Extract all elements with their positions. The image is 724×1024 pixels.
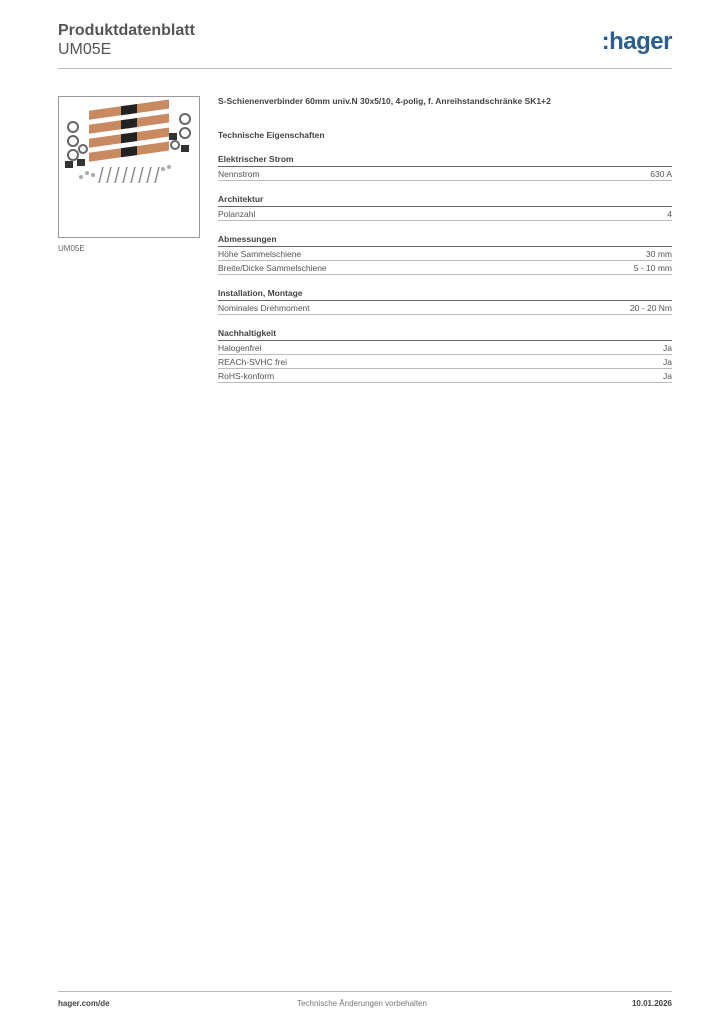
footer-divider bbox=[58, 991, 672, 992]
property-row bbox=[218, 167, 672, 181]
footer-website-link[interactable]: hager.com/de bbox=[58, 999, 110, 1008]
group-title: Installation, Montage bbox=[218, 288, 672, 301]
section-title: Technische Eigenschaften bbox=[218, 130, 325, 140]
group-elektrischer-strom bbox=[218, 154, 672, 181]
property-value: 4 bbox=[667, 209, 672, 219]
property-value: Ja bbox=[663, 357, 672, 367]
hager-logo: :hager bbox=[601, 28, 672, 55]
property-label: Nominales Drehmoment bbox=[218, 303, 310, 313]
group-nachhaltigkeit bbox=[218, 328, 672, 383]
property-label: RoHS-konform bbox=[218, 371, 275, 381]
property-label: Halogenfrei bbox=[218, 343, 262, 353]
product-description: S-Schienenverbinder 60mm univ.N 30x5/10, 4-polig, f. Anreihstandschränke SK1+2 bbox=[218, 96, 551, 106]
page-title: Produktdatenblatt bbox=[58, 22, 195, 39]
group-abmessungen bbox=[218, 234, 672, 275]
property-value: 5 - 10 mm bbox=[633, 263, 672, 273]
property-row bbox=[218, 207, 672, 221]
busbar-connector-illustration bbox=[59, 97, 199, 237]
image-caption: UM05E bbox=[58, 244, 85, 253]
page-header bbox=[58, 20, 672, 68]
header-divider bbox=[58, 68, 672, 69]
property-row bbox=[218, 261, 672, 275]
property-value: Ja bbox=[663, 371, 672, 381]
product-details bbox=[218, 96, 672, 396]
logo-text: hager bbox=[609, 28, 672, 55]
group-title: Nachhaltigkeit bbox=[218, 328, 672, 341]
property-row bbox=[218, 355, 672, 369]
property-value: 630 A bbox=[650, 169, 672, 179]
property-row bbox=[218, 301, 672, 315]
group-title: Elektrischer Strom bbox=[218, 154, 672, 167]
property-value: Ja bbox=[663, 343, 672, 353]
property-value: 20 - 20 Nm bbox=[629, 303, 672, 313]
group-title: Abmessungen bbox=[218, 234, 672, 247]
property-label: Höhe Sammelschiene bbox=[218, 249, 302, 259]
property-label: REACh-SVHC frei bbox=[218, 357, 287, 367]
property-value: 30 mm bbox=[646, 249, 672, 259]
product-code: UM05E bbox=[58, 41, 112, 58]
property-row bbox=[218, 369, 672, 383]
product-image bbox=[58, 96, 200, 238]
property-label: Breite/Dicke Sammelschiene bbox=[218, 263, 327, 273]
property-row bbox=[218, 247, 672, 261]
group-installation-montage bbox=[218, 288, 672, 315]
footer-date: 10.01.2026 bbox=[631, 999, 672, 1008]
property-label: Nennstrom bbox=[218, 169, 260, 179]
group-title: Architektur bbox=[218, 194, 672, 207]
footer-disclaimer: Technische Änderungen vorbehalten bbox=[297, 999, 427, 1008]
property-label: Polanzahl bbox=[218, 209, 256, 219]
property-row bbox=[218, 341, 672, 355]
group-architektur bbox=[218, 194, 672, 221]
